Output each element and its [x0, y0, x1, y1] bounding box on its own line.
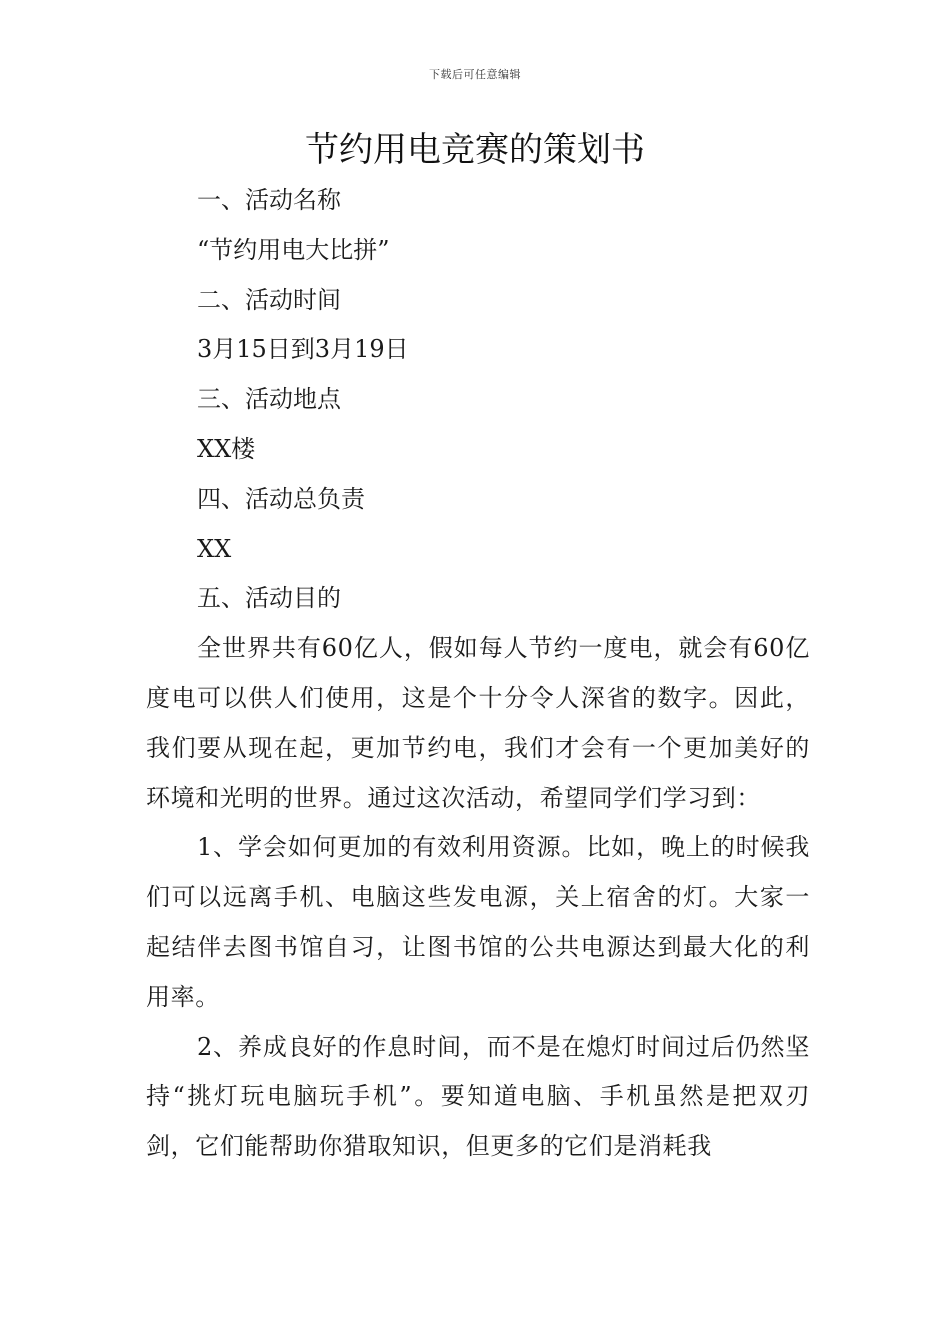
header-note: 下载后可任意编辑	[429, 68, 521, 81]
paragraph-point-2: 2、养成良好的作息时间，而不是在熄灯时间过后仍然坚持“挑灯玩电脑玩手机”。要知道电脑、手机虽然是把双刃剑，它们能帮助你猎取知识，但更多的它们是消耗我	[146, 1032, 810, 1161]
section-heading-time: 二、活动时间	[197, 285, 341, 314]
section-heading-purpose: 五、活动目的	[197, 584, 341, 613]
section-content-location: XX楼	[197, 434, 256, 463]
section-content-lead: XX	[197, 534, 232, 563]
section-content-time: 3月15日到3月19日	[197, 335, 409, 364]
section-heading-location: 三、活动地点	[197, 385, 341, 414]
document-title: 节约用电竞赛的策划书	[305, 130, 645, 170]
section-content-name: “节约用电大比拼”	[197, 235, 390, 264]
section-heading-lead: 四、活动总负责	[197, 484, 365, 513]
paragraph-purpose-intro: 全世界共有60亿人，假如每人节约一度电，就会有60亿度电可以供人们使用，这是个十分令人深省的数字。因此，我们要从现在起，更加节约电，我们才会有一个更加美好的环境和光明的世界。通过这次活动，希望同学们学习到：	[146, 634, 810, 812]
paragraph-point-1: 1、学会如何更加的有效利用资源。比如，晚上的时候我们可以远离手机、电脑这些发电源，关上宿舍的灯。大家一起结伴去图书馆自习，让图书馆的公共电源达到最大化的利用率。	[146, 833, 810, 1011]
document-body	[146, 176, 810, 1172]
section-heading-name: 一、活动名称	[197, 186, 341, 214]
